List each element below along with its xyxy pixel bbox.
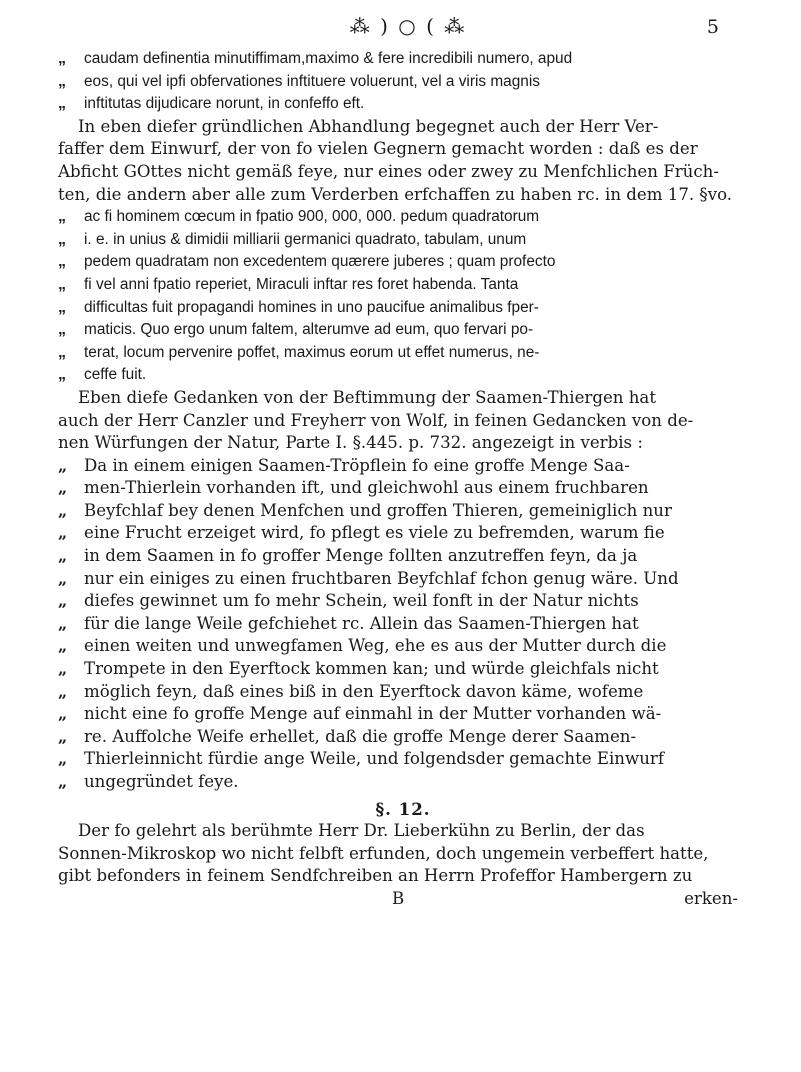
header-ornament: ⁂ ) ○ ( ⁂ xyxy=(349,14,467,38)
line-text: Da in einem einigen Saamen-Tröpflein fo eine groffe Menge Saa- xyxy=(84,455,630,475)
text-line xyxy=(58,748,748,771)
line-text: fi vel anni fpatio reperiet, Miraculi inftar res foret habenda. Tanta xyxy=(84,275,519,293)
line-text: gibt befonders in feinem Sendfchreiben an Herrn Profeffor Hambergern zu xyxy=(58,866,693,886)
section-heading: §. 12. xyxy=(375,798,431,819)
line-text: eine Frucht erzeiget wird, fo pflegt es viele zu befremden, warum fie xyxy=(84,523,665,543)
quote-mark: „ xyxy=(58,523,68,543)
text-line xyxy=(58,500,748,523)
line-text: in dem Saamen in fo groffer Menge follten anzutreffen feyn, da ja xyxy=(84,546,638,566)
page-number: 5 xyxy=(706,16,719,38)
line-text: ac fi hominem cœcum in fpatio 900, 000, 000. pedum quadratorum xyxy=(84,208,540,226)
quote-mark: „ xyxy=(58,681,68,701)
quote-mark: „ xyxy=(58,546,68,566)
signature-mark: B xyxy=(392,888,405,908)
quote-mark: „ xyxy=(58,230,66,248)
line-text: inftitutas dijudicare norunt, in confeffo eft. xyxy=(84,95,365,113)
line-text: terat, locum pervenire poffet, maximus eorum ut effet numerus, ne- xyxy=(84,343,540,361)
text-line xyxy=(58,251,748,274)
text-line xyxy=(58,161,748,184)
text-line xyxy=(58,410,748,433)
text-line xyxy=(58,229,748,252)
text-block-main xyxy=(58,48,748,794)
text-line xyxy=(58,342,748,365)
line-text: maticis. Quo ergo unum faltem, alterumve ad eum, quo fervari po- xyxy=(84,321,534,339)
line-text: für die lange Weile gefchiehet rc. Allein das Saamen-Thiergen hat xyxy=(84,613,639,633)
line-text: eos, qui vel ipfi obfervationes inftituere voluerunt, vel a viris magnis xyxy=(84,72,540,90)
quote-mark: „ xyxy=(58,726,68,746)
line-text: difficultas fuit propagandi homines in uno paucifue animalibus fper- xyxy=(84,298,539,316)
quote-mark: „ xyxy=(58,95,66,113)
text-block-section-12 xyxy=(58,820,748,888)
quote-mark: „ xyxy=(58,749,68,769)
text-line xyxy=(58,319,748,342)
line-text: faffer dem Einwurf, der von fo vielen Gegnern gemacht worden : daß es der xyxy=(58,139,698,159)
text-line xyxy=(58,116,748,139)
text-line xyxy=(58,522,748,545)
line-text: caudam definentia minutiffimam,maximo & fere incredibili numero, apud xyxy=(84,50,573,67)
text-line xyxy=(58,568,748,591)
quote-mark: „ xyxy=(58,659,68,679)
quote-mark: „ xyxy=(58,366,66,384)
quote-mark: „ xyxy=(58,478,68,498)
line-text: men-Thierlein vorhanden ift, und gleichwohl aus einem fruchbaren xyxy=(84,478,649,498)
quote-mark: „ xyxy=(58,208,66,226)
quote-mark: „ xyxy=(58,568,68,588)
text-line xyxy=(58,635,748,658)
line-text: In eben diefer gründlichen Abhandlung begegnet auch der Herr Ver- xyxy=(78,116,659,136)
quote-mark: „ xyxy=(58,591,68,611)
text-line xyxy=(58,477,748,500)
text-line xyxy=(58,93,748,116)
text-line xyxy=(58,681,748,704)
line-text: ten, die andern aber alle zum Verderben erfchaffen zu haben rc. in dem 17. §vo. xyxy=(58,184,733,204)
text-line xyxy=(58,658,748,681)
line-text: i. e. in unius & dimidii milliarii germanici quadrato, tabulam, unum xyxy=(84,230,527,248)
quote-mark: „ xyxy=(58,343,66,361)
text-line xyxy=(58,274,748,297)
quote-mark: „ xyxy=(58,253,66,271)
quote-mark: „ xyxy=(58,50,66,67)
text-line xyxy=(58,387,748,410)
quote-mark: „ xyxy=(58,455,68,475)
line-text: nen Würfungen der Natur, Parte I. §.445. p. 732. angezeigt in verbis : xyxy=(58,433,643,453)
line-text: pedem quadratam non excedentem quærere juberes ; quam profecto xyxy=(84,253,556,271)
line-text: Der fo gelehrt als berühmte Herr Dr. Lieberkühn zu Berlin, der das xyxy=(78,821,645,841)
text-line xyxy=(58,432,748,455)
text-line xyxy=(58,206,748,229)
quote-mark: „ xyxy=(58,704,68,724)
text-line xyxy=(58,184,748,207)
line-text: einen weiten und unwegfamen Weg, ehe es aus der Mutter durch die xyxy=(84,636,667,656)
quote-mark: „ xyxy=(58,636,68,656)
quote-mark: „ xyxy=(58,613,68,633)
page-header xyxy=(0,12,801,46)
line-text: Eben diefe Gedanken von der Beftimmung der Saamen-Thiergen hat xyxy=(78,387,656,407)
line-text: ceffe fuit. xyxy=(84,366,147,384)
line-text: ungegründet feye. xyxy=(84,772,239,791)
text-line xyxy=(58,590,748,613)
text-line xyxy=(58,48,748,71)
line-text: Thierleinnicht fürdie ange Weile, und folgendsder gemachte Einwurf xyxy=(84,749,664,769)
text-line xyxy=(58,843,748,866)
text-line xyxy=(58,455,748,478)
text-line xyxy=(58,726,748,749)
quote-mark: „ xyxy=(58,772,68,791)
text-line xyxy=(58,364,748,387)
text-line xyxy=(58,297,748,320)
text-line xyxy=(58,703,748,726)
line-text: nur ein einiges zu einen fruchtbaren Beyfchlaf fchon genug wäre. Und xyxy=(84,568,679,588)
line-text: re. Auffolche Weife erhellet, daß die groffe Menge derer Saamen- xyxy=(84,726,637,746)
line-text: nicht eine fo groffe Menge auf einmahl in der Mutter vorhanden wä- xyxy=(84,704,662,724)
text-line xyxy=(58,613,748,636)
line-text: auch der Herr Canzler und Freyherr von Wolf, in feinen Gedancken von de- xyxy=(58,410,694,430)
line-text: Trompete in den Eyerftock kommen kan; und würde gleichfals nicht xyxy=(84,659,659,679)
quote-mark: „ xyxy=(58,500,68,520)
line-text: Abficht GOttes nicht gemäß feye, nur eines oder zwey zu Menfchlichen Früch- xyxy=(58,161,719,181)
catchword: erken- xyxy=(684,888,738,908)
line-text: möglich feyn, daß eines biß in den Eyerftock davon käme, wofeme xyxy=(84,681,644,701)
text-line xyxy=(58,138,748,161)
line-text: Beyfchlaf bey denen Menfchen und groffen Thieren, gemeiniglich nur xyxy=(84,500,672,520)
quote-mark: „ xyxy=(58,275,66,293)
text-line xyxy=(58,865,748,888)
text-line xyxy=(58,820,748,843)
page-body xyxy=(58,48,748,911)
line-text: Sonnen-Mikroskop wo nicht felbft erfunden, doch ungemein verbeffert hatte, xyxy=(58,843,709,863)
page-footer xyxy=(58,888,748,911)
quote-mark: „ xyxy=(58,72,66,90)
quote-mark: „ xyxy=(58,321,66,339)
quote-mark: „ xyxy=(58,298,66,316)
line-text: diefes gewinnet um fo mehr Schein, weil fonft in der Natur nichts xyxy=(84,591,639,611)
text-line xyxy=(58,545,748,568)
text-line xyxy=(58,71,748,94)
text-line xyxy=(58,771,748,794)
